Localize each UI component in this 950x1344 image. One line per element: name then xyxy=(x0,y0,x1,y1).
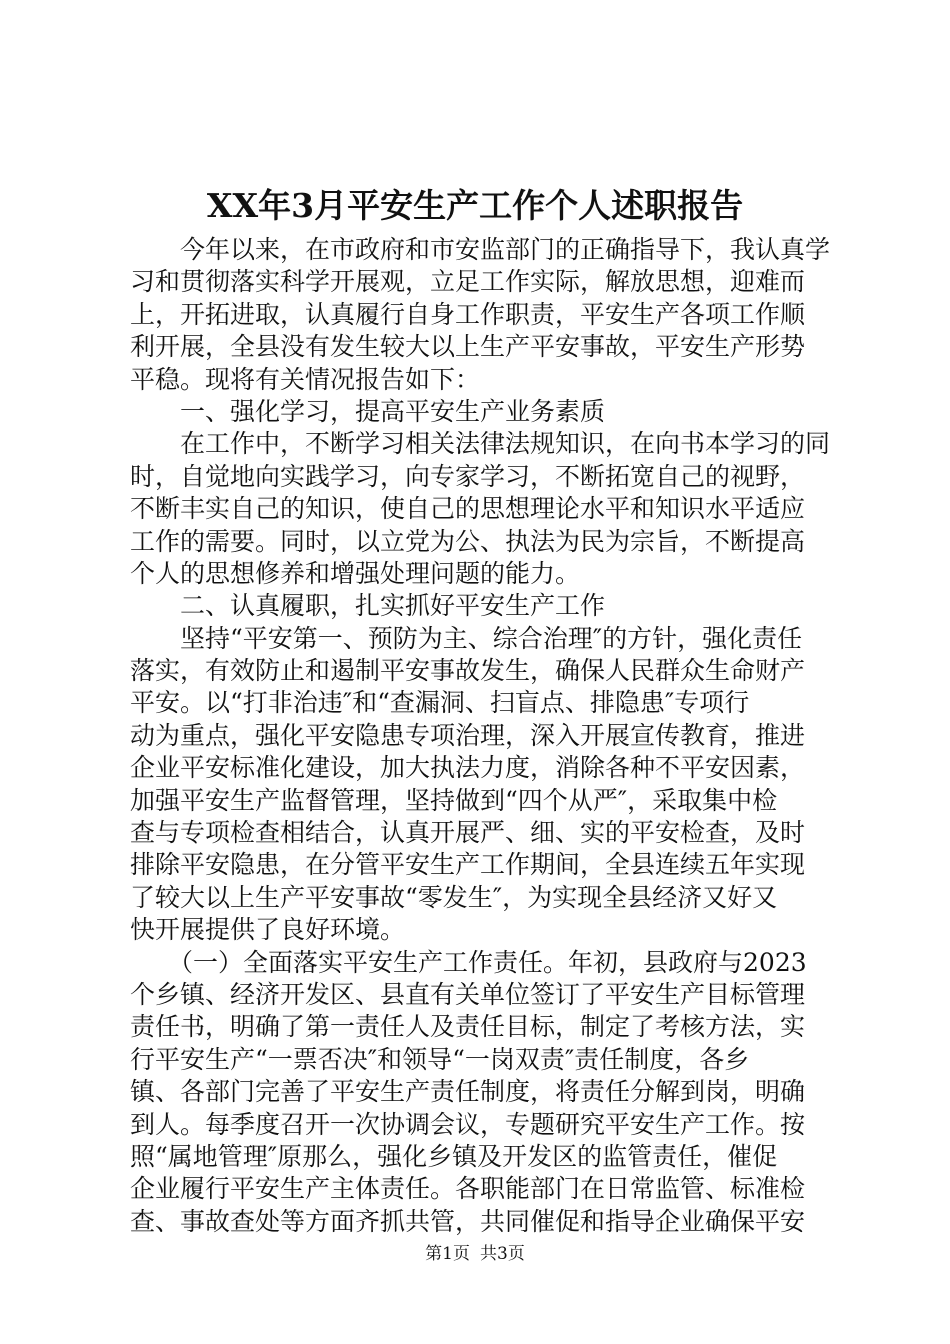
body-line: 平安。以“打非治违″和“查漏洞、扫盲点、排隐患″专项行 xyxy=(130,688,750,718)
body-line: 不断丰实自己的知识，使自己的思想理论水平和知识水平适应 xyxy=(130,494,806,524)
section-heading: 二、认真履职，扎实抓好平安生产工作 xyxy=(180,591,606,621)
body-line: 落实，有效防止和遏制平安事故发生，确保人民群众生命财产 xyxy=(130,656,806,686)
body-line: 利开展，全县没有发生较大以上生产平安事故，平安生产形势 xyxy=(130,332,806,362)
document-body xyxy=(130,234,830,1238)
document-title: XX年3月平安生产工作个人述职报告 xyxy=(206,186,744,225)
body-line: 习和贯彻落实科学开展观，立足工作实际，解放思想，迎难而 xyxy=(130,267,806,297)
body-line: 加强平安生产监督管理，坚持做到“四个从严″，采取集中检 xyxy=(130,785,778,815)
body-line: 镇、各部门完善了平安生产责任制度，将责任分解到岗，明确 xyxy=(130,1077,806,1107)
page-total: 共3页 xyxy=(480,1244,525,1264)
section-heading: 一、强化学习，提高平安生产业务素质 xyxy=(180,396,606,426)
subsection-line: （一）全面落实平安生产工作责任。年初，县政府与2023 xyxy=(168,947,807,977)
body-line: 平稳。现将有关情况报告如下： xyxy=(130,364,481,394)
body-line: 在工作中，不断学习相关法律法规知识，在向书本学习的同 xyxy=(180,429,830,459)
body-line: 上，开拓进取，认真履行自身工作职责，平安生产各项工作顺 xyxy=(130,299,806,329)
body-line: 企业平安标准化建设，加大执法力度，消除各种不平安因素， xyxy=(130,753,806,783)
body-line: 快开展提供了良好环境。 xyxy=(130,915,406,945)
body-line: 时，自觉地向实践学习，向专家学习，不断拓宽自己的视野， xyxy=(130,461,806,491)
body-line: 工作的需要。同时，以立党为公、执法为民为宗旨，不断提高 xyxy=(130,526,806,556)
body-line: 坚持“平安第一、预防为主、综合治理″的方针，强化责任 xyxy=(180,623,803,653)
body-line: 了较大以上生产平安事故“零发生″，为实现全县经济又好又 xyxy=(130,882,778,912)
body-line: 查、事故查处等方面齐抓共管，共同催促和指导企业确保平安 xyxy=(130,1206,806,1236)
body-line: 责任书，明确了第一责任人及责任目标，制定了考核方法，实 xyxy=(130,1012,806,1042)
page-number: 第1页 xyxy=(425,1244,470,1264)
body-line: 企业履行平安生产主体责任。各职能部门在日常监管、标准检 xyxy=(130,1174,806,1204)
body-line: 到人。每季度召开一次协调会议，专题研究平安生产工作。按 xyxy=(130,1109,806,1139)
body-line: 今年以来，在市政府和市安监部门的正确指导下，我认真学 xyxy=(180,235,830,264)
body-line: 排除平安隐患，在分管平安生产工作期间，全县连续五年实现 xyxy=(130,850,806,880)
body-line: 个人的思想修养和增强处理问题的能力。 xyxy=(130,558,581,588)
body-line: 照“属地管理″原那么，强化乡镇及开发区的监管责任，催促 xyxy=(130,1141,778,1171)
body-line: 动为重点，强化平安隐患专项治理，深入开展宣传教育，推进 xyxy=(130,720,806,750)
body-line: 个乡镇、经济开发区、县直有关单位签订了平安生产目标管理 xyxy=(130,979,806,1009)
page-footer xyxy=(0,1242,950,1266)
body-line: 查与专项检查相结合，认真开展严、细、实的平安检查，及时 xyxy=(130,818,806,848)
body-line: 行平安生产“一票否决″和领导“一岗双责″责任制度，各乡 xyxy=(130,1044,750,1074)
